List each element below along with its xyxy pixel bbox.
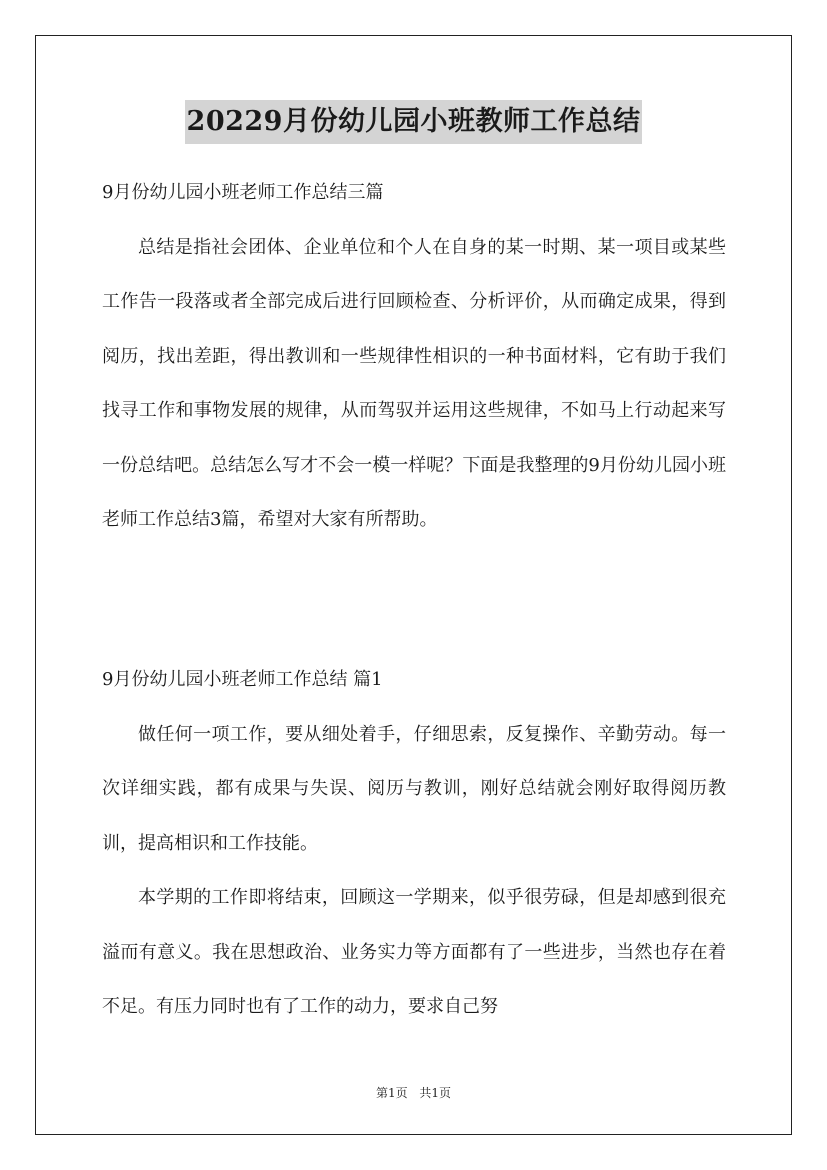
total-pages: 共1页	[419, 1086, 452, 1100]
page-number: 第1页	[375, 1086, 408, 1100]
intro-heading: 9月份幼儿园小班老师工作总结三篇	[102, 182, 384, 203]
section-1	[102, 653, 726, 1035]
intro-section	[102, 166, 726, 548]
section-1-paragraph-2: 本学期的工作即将结束，回顾这一学期来，似乎很劳碌，但是却感到很充溢而有意义。我在思想政治、业务实力等方面都有了一些进步，当然也存在着不足。有压力同时也有了工作的动力，要求自己努	[102, 887, 726, 1017]
page-footer	[0, 1084, 827, 1101]
section-1-heading: 9月份幼儿园小班老师工作总结 篇1	[102, 669, 383, 690]
section-1-paragraph-1: 做任何一项工作，要从细处着手，仔细思索，反复操作、辛勤劳动。每一次详细实践，都有成果与失误、阅历与教训，刚好总结就会刚好取得阅历教训，提高相识和工作技能。	[102, 723, 726, 854]
intro-paragraph: 总结是指社会团体、企业单位和个人在自身的某一时期、某一项目或某些工作告一段落或者全部完成后进行回顾检查、分析评价，从而确定成果，得到阅历，找出差距，得出教训和一些规律性相识的一种书面材料，它有助于我们找寻工作和事物发展的规律，从而驾驭并运用这些规律，不如马上行动起来写一份总结吧。总结怎么写才不会一模一样呢？下面是我整理的9月份幼儿园小班老师工作总结3篇，希望对大家有所帮助。	[102, 236, 726, 530]
title-wrap	[0, 100, 827, 144]
document-title: 20229月份幼儿园小班教师工作总结	[185, 100, 643, 144]
